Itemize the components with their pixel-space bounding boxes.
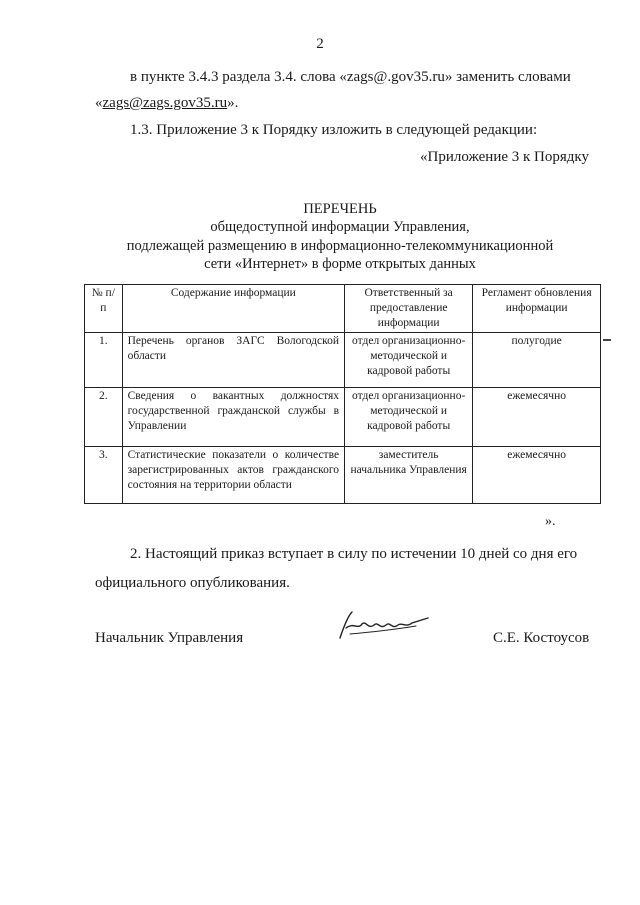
row-responsible: отдел организационно-методической и кадровой работы (345, 388, 473, 447)
row-content: Сведения о вакантных должностях государственной гражданской службы в Управлении (122, 388, 344, 447)
row-responsible: отдел организационно-методической и кадровой работы (345, 333, 473, 388)
effective-date-paragraph-line2: официального опубликования. (95, 575, 290, 591)
appendix-reference: «Приложение 3 к Порядку (420, 149, 589, 165)
table-header-row (85, 285, 601, 333)
header-schedule: Регламент обновления информации (473, 285, 601, 333)
row-content: Статистические показатели о количестве зарегистрированных актов гражданского состояния на территории области (122, 447, 344, 504)
row-responsible: заместитель начальника Управления (345, 447, 473, 504)
row-schedule: ежемесячно (473, 447, 601, 504)
list-subtitle-line1: общедоступной информации Управления, (210, 219, 470, 235)
information-table (84, 284, 601, 504)
row-schedule: ежемесячно (473, 388, 601, 447)
table-row (85, 333, 601, 388)
list-subtitle-line3: сети «Интернет» в форме открытых данных (204, 256, 476, 272)
row-content: Перечень органов ЗАГС Вологодской области (122, 333, 344, 388)
table-row (85, 388, 601, 447)
amendment-paragraph-line1: в пункте 3.4.3 раздела 3.4. слова «zags@.gov35.ru» заменить словами (130, 69, 571, 85)
list-title: ПЕРЕЧЕНЬ (303, 201, 377, 217)
header-responsible: Ответственный за предоставление информации (345, 285, 473, 333)
email-link[interactable]: zags@zags.gov35.ru (102, 95, 228, 111)
signatory-name: С.Е. Костоусов (493, 630, 590, 646)
closing-quote: ». (545, 514, 556, 529)
signatory-title: Начальник Управления (95, 630, 244, 646)
row-schedule: полугодие (473, 333, 601, 388)
list-subtitle-line2: подлежащей размещению в информационно-телекоммуникационной (126, 238, 554, 254)
table-row (85, 447, 601, 504)
header-num: № п/п (85, 285, 123, 333)
row-num: 1. (85, 333, 123, 388)
appendix-paragraph: 1.3. Приложение 3 к Порядку изложить в следующей редакции: (130, 122, 538, 138)
row-num: 2. (85, 388, 123, 447)
quote-close: ». (227, 95, 239, 111)
header-content: Содержание информации (122, 285, 344, 333)
margin-mark (603, 339, 611, 341)
quote-open: « (95, 95, 103, 111)
effective-date-paragraph-line1: 2. Настоящий приказ вступает в силу по истечении 10 дней со дня его (130, 546, 578, 562)
row-num: 3. (85, 447, 123, 504)
page-number: 2 (316, 36, 324, 52)
handwritten-signature (332, 608, 432, 643)
amendment-paragraph-line2 (95, 95, 238, 112)
